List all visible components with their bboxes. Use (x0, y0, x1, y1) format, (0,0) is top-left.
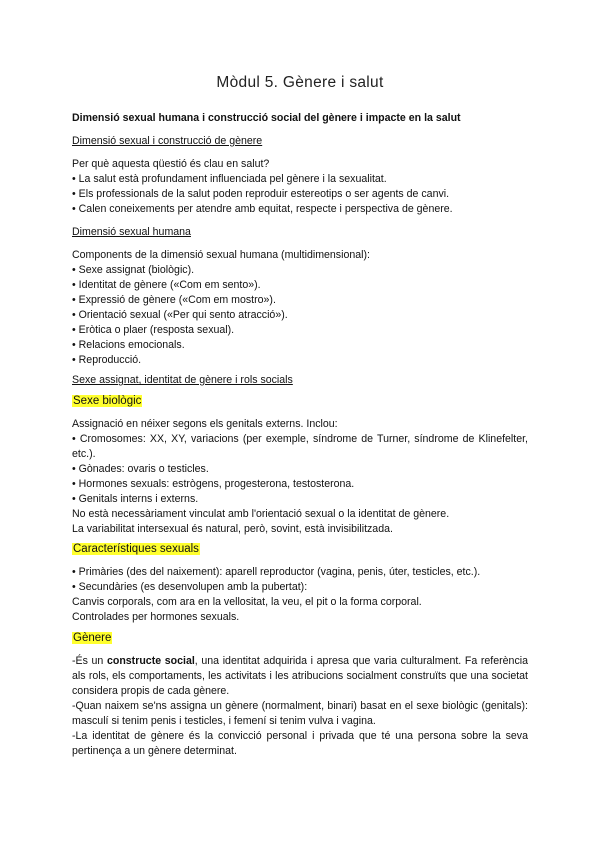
bullet-item: • Eròtica o plaer (resposta sexual). (72, 324, 235, 336)
bullet-item: • Els professionals de la salut poden reproduir estereotips o ser agents de canvi. (72, 188, 450, 200)
paragraph: -Quan naixem se'ns assigna un gènere (normalment, binari) basat en el sexe biològic (genitals): masculí si tenim penis i testicles, i femení si tenim vulva i vagina. (72, 700, 528, 727)
highlighted-heading: Gènere (73, 632, 112, 644)
bullet-item: • Cromosomes: XX, XY, variacions (per exemple, síndrome de Turner, síndrome de Klinefelter, etc.). (72, 433, 528, 460)
text-line: Canvis corporals, com ara en la vellositat, la veu, el pit o la forma corporal. (72, 596, 422, 608)
text-line: Per què aquesta qüestió és clau en salut? (72, 158, 270, 170)
paragraph-text: -És un (72, 655, 107, 667)
bullet-item: • Sexe assignat (biològic). (72, 264, 195, 276)
section-dimensio-sexual (72, 134, 528, 149)
page-title: Mòdul 5. Gènere i salut (216, 74, 384, 91)
section-dimensio-humana-body (72, 248, 528, 368)
section-caracteristiques (72, 542, 528, 557)
text-line: Controlades per hormones sexuals. (72, 611, 240, 623)
bullet-item: • Calen coneixements per atendre amb equitat, respecte i perspectiva de gènere. (72, 203, 453, 215)
section-caracteristiques-body (72, 565, 528, 625)
bullet-item: • Relacions emocionals. (72, 339, 185, 351)
section-sexe-assignat (72, 373, 528, 388)
bullet-item: • Reproducció. (72, 354, 142, 366)
section-genere (72, 631, 528, 646)
bullet-item: • Orientació sexual («Per qui sento atracció»). (72, 309, 288, 321)
bullet-item: • Secundàries (es desenvolupen amb la pubertat): (72, 581, 308, 593)
text-line: La variabilitat intersexual és natural, però, sovint, està invisibilitzada. (72, 523, 393, 535)
bullet-item: • Hormones sexuals: estrògens, progesterona, testosterona. (72, 478, 355, 490)
bold-term: constructe social (106, 655, 195, 667)
highlighted-heading: Sexe biològic (73, 395, 142, 407)
section-dimensio-sexual-body (72, 157, 528, 217)
section-sexe-biologic (72, 394, 528, 409)
text-line: Components de la dimensió sexual humana (multidimensional): (72, 249, 370, 261)
bullet-item: • La salut està profundament influenciada pel gènere i la sexualitat. (72, 173, 387, 185)
bullet-item: • Gònades: ovaris o testicles. (72, 463, 209, 475)
section-heading: Dimensió sexual i construcció de gènere (72, 135, 263, 147)
bullet-item: • Primàries (des del naixement): aparell reproductor (vagina, penis, úter, testicles, etc.). (72, 566, 481, 578)
highlighted-heading: Característiques sexuals (73, 543, 199, 555)
bullet-item: • Expressió de gènere («Com em mostro»). (72, 294, 276, 306)
section-heading: Sexe assignat, identitat de gènere i rols socials (72, 374, 293, 386)
paragraph: -La identitat de gènere és la convicció personal i privada que té una persona sobre la seva pertinença a un gènere determinat. (72, 730, 528, 757)
paragraph (72, 654, 528, 699)
text-line: Assignació en néixer segons els genitals externs. Inclou: (72, 418, 338, 430)
paragraph-text: , una identitat adquirida i apresa que varia culturalment. Fa referència als rols, els comportaments, les activitats i les atribucions socialment construïts que una societat considera propis de cada gènere. (72, 655, 528, 697)
section-heading: Dimensió sexual humana (72, 226, 191, 238)
section-dimensio-humana (72, 225, 528, 240)
section-sexe-biologic-body (72, 417, 528, 537)
bullet-item: • Identitat de gènere («Com em sento»). (72, 279, 261, 291)
text-line: No està necessàriament vinculat amb l'orientació sexual o la identitat de gènere. (72, 508, 450, 520)
section-genere-body (72, 654, 528, 759)
bullet-item: • Genitals interns i externs. (72, 493, 199, 505)
main-heading: Dimensió sexual humana i construcció social del gènere i impacte en la salut (72, 112, 461, 124)
